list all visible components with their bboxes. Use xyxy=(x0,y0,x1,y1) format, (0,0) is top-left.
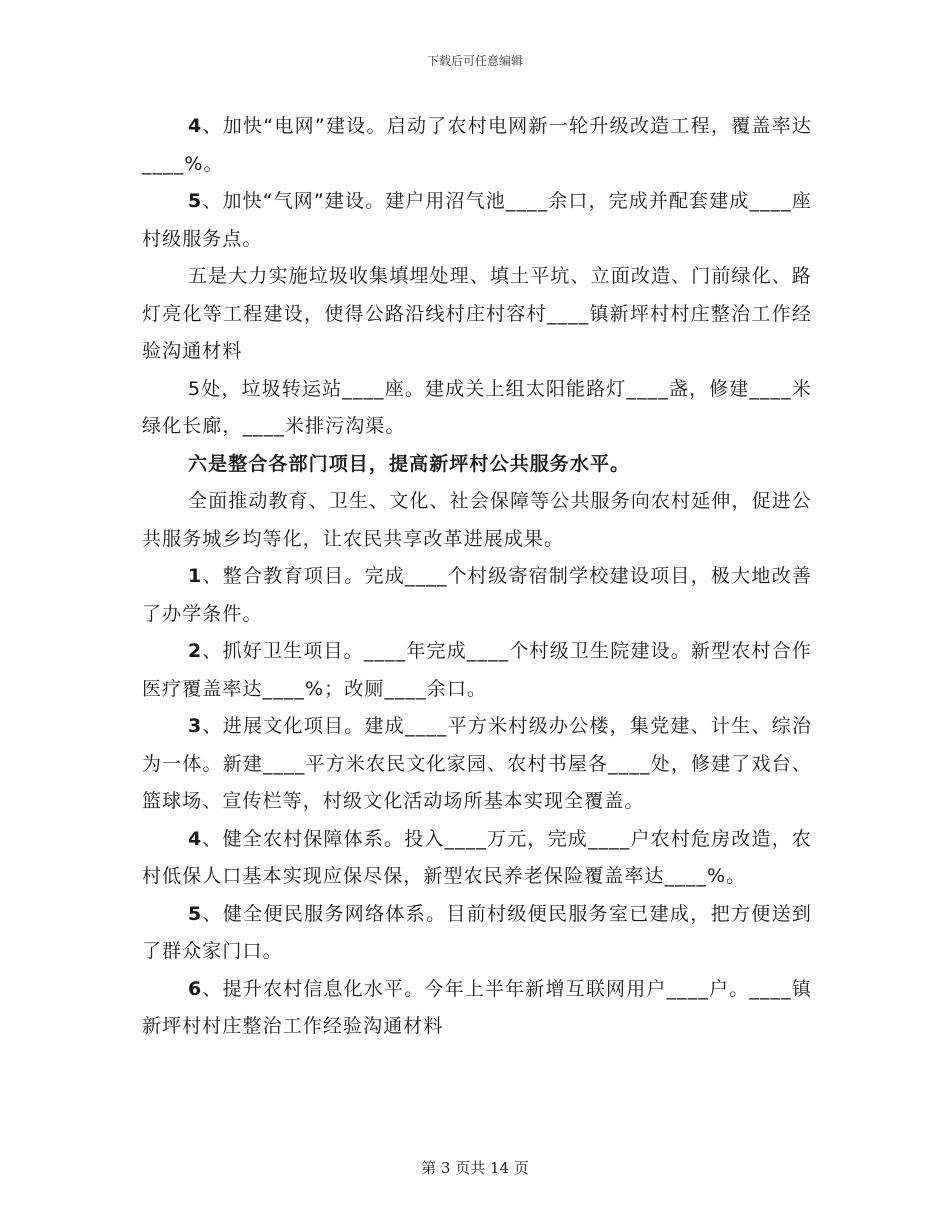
paragraph-health-2 xyxy=(142,633,812,708)
heading-text: 六是整合各部门项目，提高新坪村公共服务水平。 xyxy=(188,452,631,475)
page-footer: 第 3 页共 14 页 xyxy=(421,1159,529,1177)
paragraph-text: 、抓好卫生项目。____年完成____个村级卫生院建设。新型农村合作医疗覆盖率达____%；改厕____余口。 xyxy=(142,640,812,700)
item-number: 5 xyxy=(188,902,203,925)
paragraph-text: 、健全便民服务网络体系。目前村级便民服务室已建成，把方便送到了群众家门口。 xyxy=(142,902,812,962)
paragraph-text: 五是大力实施垃圾收集填埋处理、填土平坑、立面改造、门前绿化、路灯亮化等工程建设，使得公路沿线村庄村容村____镇新坪村村庄整治工作经验沟通材料 xyxy=(142,265,812,362)
paragraph-grid-4 xyxy=(142,108,812,183)
paragraph-education-1 xyxy=(142,558,812,633)
paragraph-text: 、整合教育项目。完成____个村级寄宿制学校建设项目，极大地改善了办学条件。 xyxy=(142,565,812,625)
item-number: 2 xyxy=(188,640,203,662)
paragraph-text: 5处，垃圾转运站____座。建成关上组太阳能路灯____盏，修建____米绿化长廊，____米排污沟渠。 xyxy=(142,377,812,437)
item-number: 4 xyxy=(188,115,203,137)
paragraph-culture-3 xyxy=(142,708,812,821)
paragraph-text: 、加快“电网”建设。启动了农村电网新一轮升级改造工程，覆盖率达____%。 xyxy=(142,115,812,175)
paragraph-informatization-6 xyxy=(142,971,812,1046)
paragraph-service-network-5 xyxy=(142,896,812,971)
item-number: 5 xyxy=(188,190,203,212)
paragraph-text: 、健全农村保障体系。投入____万元，完成____户农村危房改造，农村低保人口基本实现应保尽保，新型农民养老保险覆盖率达____%。 xyxy=(142,827,812,887)
paragraph-text: 、加快“气网”建设。建户用沼气池____余口，完成并配套建成____座村级服务点。 xyxy=(142,190,812,250)
paragraph-garbage-stations xyxy=(142,371,812,446)
item-number: 4 xyxy=(188,827,203,850)
paragraph-text: 、进展文化项目。建成____平方米村级办公楼，集党建、计生、综治为一体。新建____平方米农民文化家园、农村书屋各____处，修建了戏台、篮球场、宣传栏等，村级文化活动场所基本实现全覆盖。 xyxy=(142,715,812,812)
paragraph-text: 全面推动教育、卫生、文化、社会保障等公共服务向农村延伸，促进公共服务城乡均等化，让农民共享改革进展成果。 xyxy=(142,490,812,550)
item-number: 1 xyxy=(188,565,203,587)
paragraph-gas-5 xyxy=(142,183,812,258)
paragraph-text: 、提升农村信息化水平。今年上半年新增互联网用户____户。____镇新坪村村庄整治工作经验沟通材料 xyxy=(142,977,812,1037)
paragraph-section-five xyxy=(142,258,812,371)
paragraph-security-4 xyxy=(142,821,812,896)
page-header: 下载后可任意编辑 xyxy=(426,54,523,68)
item-number: 3 xyxy=(188,715,203,737)
section-heading-six xyxy=(142,446,812,484)
item-number: 6 xyxy=(188,977,203,1000)
document-body xyxy=(142,108,812,1046)
paragraph-public-services xyxy=(142,483,812,558)
